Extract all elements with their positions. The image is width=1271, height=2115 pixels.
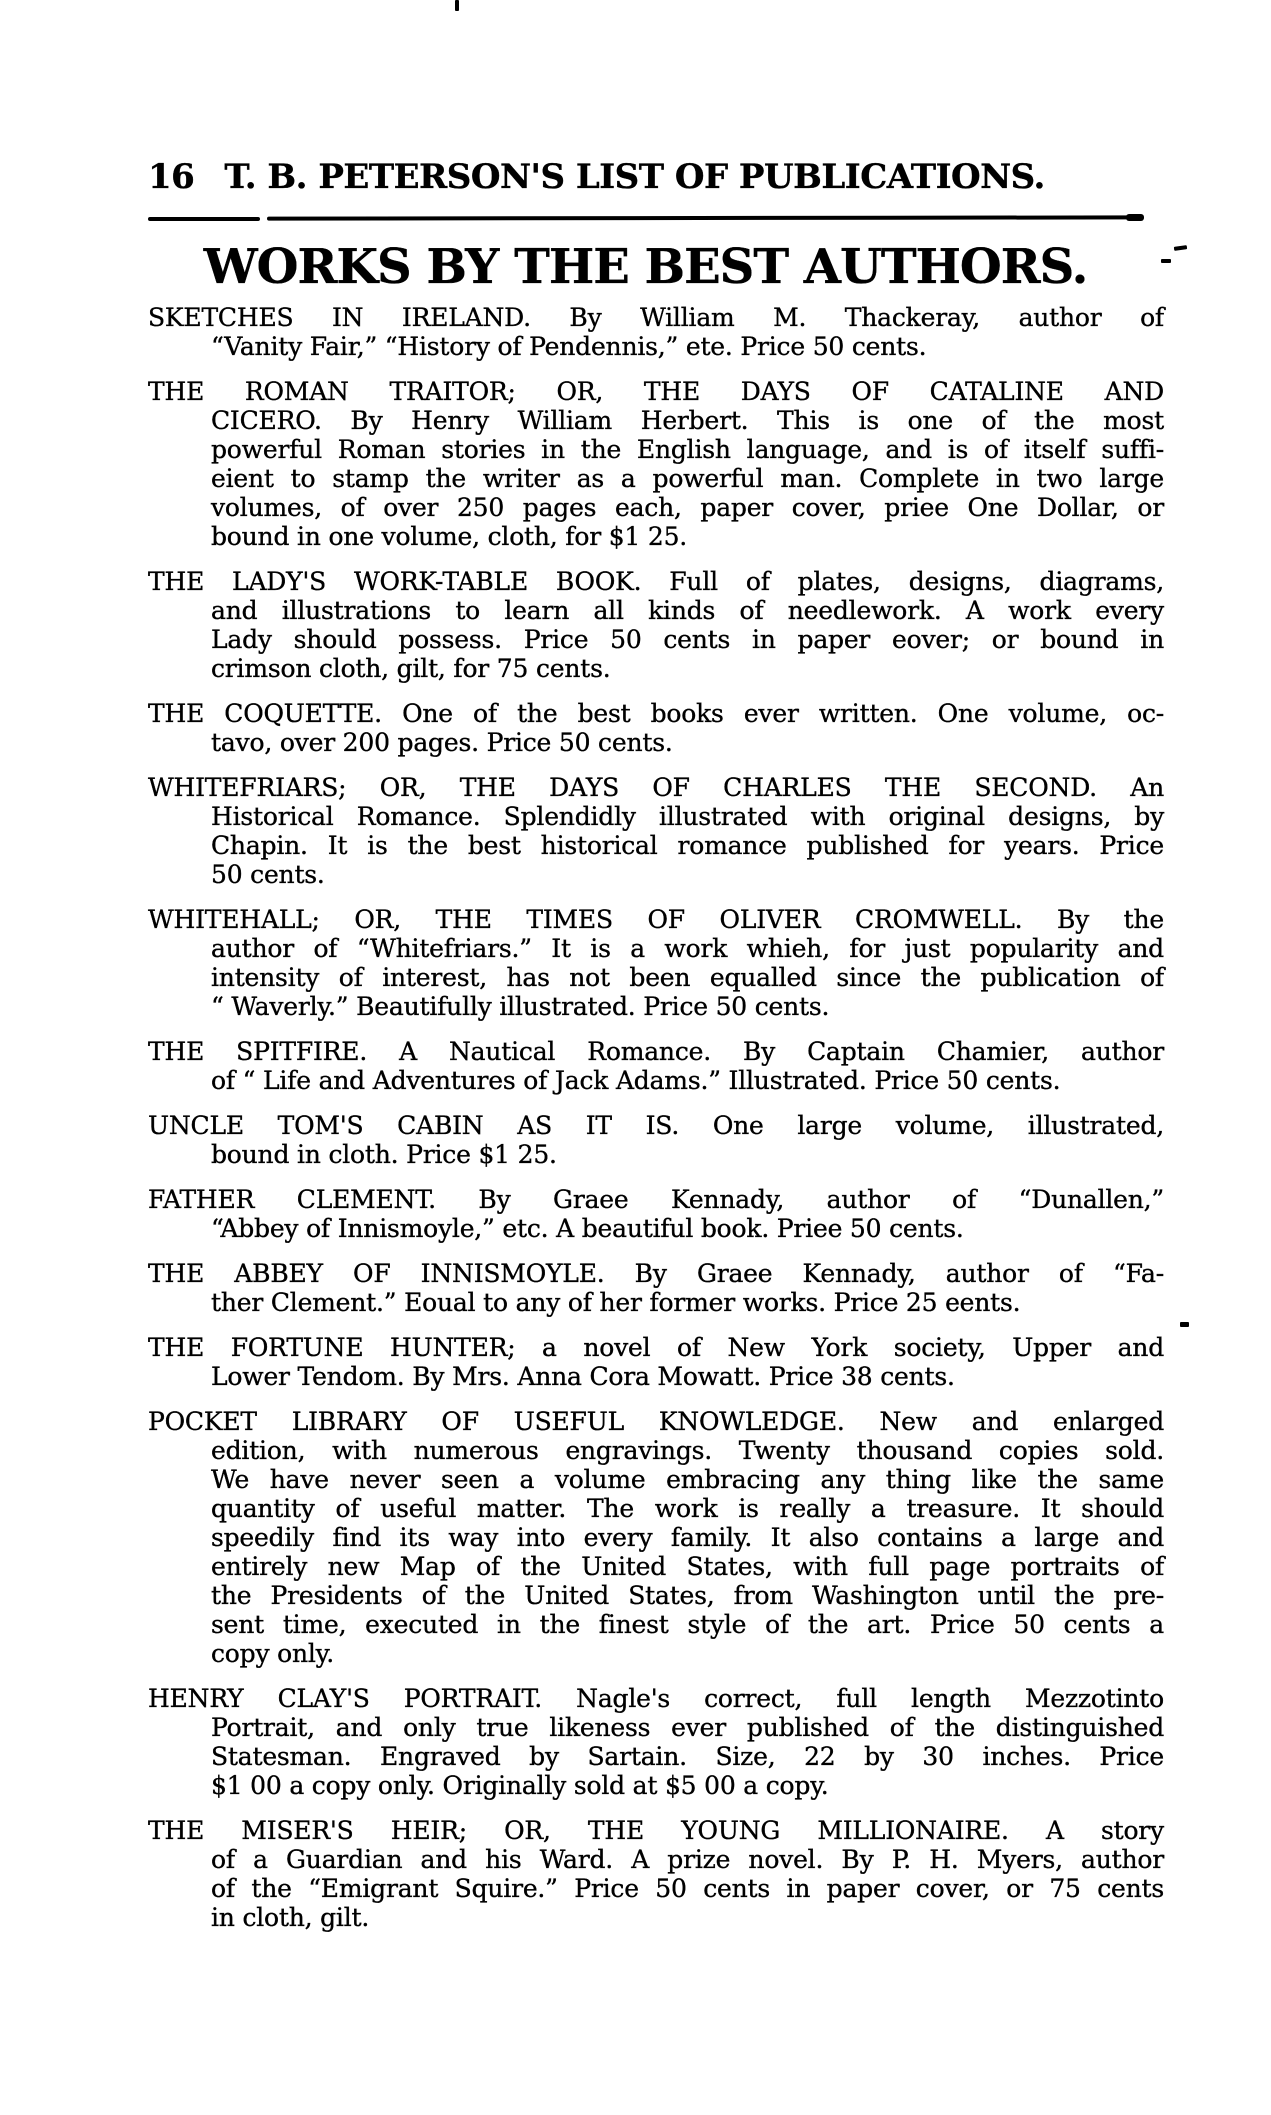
catalog-entry — [148, 1185, 1164, 1243]
entry-line: author of “Whitefriars.” It is a work whieh, for just popularity and — [211, 934, 1164, 963]
entry-line: $1 00 a copy only. Originally sold at $5 00 a copy. — [211, 1771, 829, 1800]
entry-line: “Abbey of Innismoyle,” etc. A beautiful book. Priee 50 cents. — [211, 1214, 964, 1243]
entry-line: “Vanity Fair,” “History of Pendennis,” ete. Price 50 cents. — [211, 332, 927, 361]
entry-line: THE MISER'S HEIR; OR, THE YOUNG MILLIONAIRE. A story — [148, 1816, 1164, 1845]
entry-line: THE FORTUNE HUNTER; a novel of New York society, Upper and — [148, 1333, 1164, 1362]
header-rule-segment — [267, 215, 1140, 220]
page-number: 16 — [148, 157, 195, 197]
entry-line: bound in one volume, cloth, for $1 25. — [211, 522, 688, 551]
entry-line: ther Clement.” Eoual to any of her former works. Price 25 eents. — [211, 1288, 1021, 1317]
catalog-entry — [148, 1684, 1164, 1800]
entry-line: edition, with numerous engravings. Twenty thousand copies sold. — [211, 1436, 1164, 1465]
entry-line: entirely new Map of the United States, with full page portraits of — [211, 1552, 1164, 1581]
entry-line: WHITEFRIARS; OR, THE DAYS OF CHARLES THE SECOND. An — [148, 773, 1164, 802]
entry-line: POCKET LIBRARY OF USEFUL KNOWLEDGE. New and enlarged — [148, 1407, 1164, 1436]
catalog-entry — [148, 1333, 1164, 1391]
entry-line: of the “Emigrant Squire.” Price 50 cents in paper cover, or 75 cents — [211, 1874, 1164, 1903]
entry-line: Chapin. It is the best historical romance published for years. Price — [211, 831, 1164, 860]
entry-line: Portrait, and only true likeness ever published of the distinguished — [211, 1713, 1164, 1742]
entry-line: THE ABBEY OF INNISMOYLE. By Graee Kennady, author of “Fa- — [148, 1259, 1164, 1288]
catalog-entry — [148, 699, 1164, 757]
entry-line: SKETCHES IN IRELAND. By William M. Thackeray, author of — [148, 303, 1164, 332]
entry-line: WHITEHALL; OR, THE TIMES OF OLIVER CROMWELL. By the — [148, 905, 1164, 934]
entry-line: eient to stamp the writer as a powerful man. Complete in two large — [211, 464, 1164, 493]
catalog-entry — [148, 905, 1164, 1021]
entry-line: copy only. — [211, 1639, 335, 1668]
entry-line: 50 cents. — [211, 860, 325, 889]
entry-line: and illustrations to learn all kinds of needlework. A work every — [211, 596, 1164, 625]
catalog-entry — [148, 567, 1164, 683]
ink-speck — [455, 0, 459, 11]
entry-line: volumes, of over 250 pages each, paper cover, priee One Dollar, or — [211, 493, 1164, 522]
catalog-entry — [148, 377, 1164, 551]
entry-line: THE ROMAN TRAITOR; OR, THE DAYS OF CATALINE AND — [148, 377, 1164, 406]
catalog-entry — [148, 773, 1164, 889]
entry-line: the Presidents of the United States, from Washington until the pre- — [211, 1581, 1164, 1610]
entry-line: powerful Roman stories in the English language, and is of itself suffi- — [211, 435, 1164, 464]
catalog-entry — [148, 1407, 1164, 1668]
entry-line: Lower Tendom. By Mrs. Anna Cora Mowatt. Price 38 cents. — [211, 1362, 955, 1391]
header-rule-segment — [148, 217, 260, 221]
entry-line: quantity of useful matter. The work is really a treasure. It should — [211, 1494, 1164, 1523]
catalog-entry — [148, 1037, 1164, 1095]
catalog-entry — [148, 303, 1164, 361]
entry-line: speedily find its way into every family. It also contains a large and — [211, 1523, 1164, 1552]
entry-line: Statesman. Engraved by Sartain. Size, 22 by 30 inches. Price — [211, 1742, 1164, 1771]
section-title: WORKS BY THE BEST AUTHORS. — [203, 239, 1088, 295]
entry-line: of a Guardian and his Ward. A prize novel. By P. H. Myers, author — [211, 1845, 1164, 1874]
running-header-title: T. B. PETERSON'S LIST OF PUBLICATIONS. — [224, 157, 1045, 197]
entry-line: of “ Life and Adventures of Jack Adams.” Illustrated. Price 50 cents. — [211, 1066, 1061, 1095]
entry-line: UNCLE TOM'S CABIN AS IT IS. One large volume, illustrated, — [148, 1111, 1164, 1140]
header-rule-end — [1126, 214, 1144, 221]
entries-list — [148, 303, 1164, 1948]
entry-line: tavo, over 200 pages. Price 50 cents. — [211, 728, 673, 757]
catalog-entry — [148, 1111, 1164, 1169]
entry-line: We have never seen a volume embracing any thing like the same — [211, 1465, 1164, 1494]
entry-line: Lady should possess. Price 50 cents in paper eover; or bound in — [211, 625, 1164, 654]
entry-line: THE SPITFIRE. A Nautical Romance. By Captain Chamier, author — [148, 1037, 1164, 1066]
catalog-entry — [148, 1259, 1164, 1317]
entry-line: CICERO. By Henry William Herbert. This is one of the most — [211, 406, 1164, 435]
entry-line: HENRY CLAY'S PORTRAIT. Nagle's correct, full length Mezzotinto — [148, 1684, 1164, 1713]
entry-line: THE COQUETTE. One of the best books ever written. One volume, oc- — [148, 699, 1164, 728]
entry-line: FATHER CLEMENT. By Graee Kennady, author of “Dunallen,” — [148, 1185, 1164, 1214]
entry-line: bound in cloth. Price $1 25. — [211, 1140, 557, 1169]
entry-line: THE LADY'S WORK-TABLE BOOK. Full of plates, designs, diagrams, — [148, 567, 1164, 596]
page-header — [148, 157, 1045, 197]
entry-line: “ Waverly.” Beautifully illustrated. Price 50 cents. — [211, 992, 830, 1021]
catalog-entry — [148, 1816, 1164, 1932]
entry-line: intensity of interest, has not been equalled since the publication of — [211, 963, 1164, 992]
entry-line: sent time, executed in the finest style of the art. Price 50 cents a — [211, 1610, 1164, 1639]
entry-line: in cloth, gilt. — [211, 1903, 370, 1932]
entry-line: crimson cloth, gilt, for 75 cents. — [211, 654, 611, 683]
ink-speck — [1180, 1322, 1189, 1327]
entry-line: Historical Romance. Splendidly illustrated with original designs, by — [211, 802, 1164, 831]
